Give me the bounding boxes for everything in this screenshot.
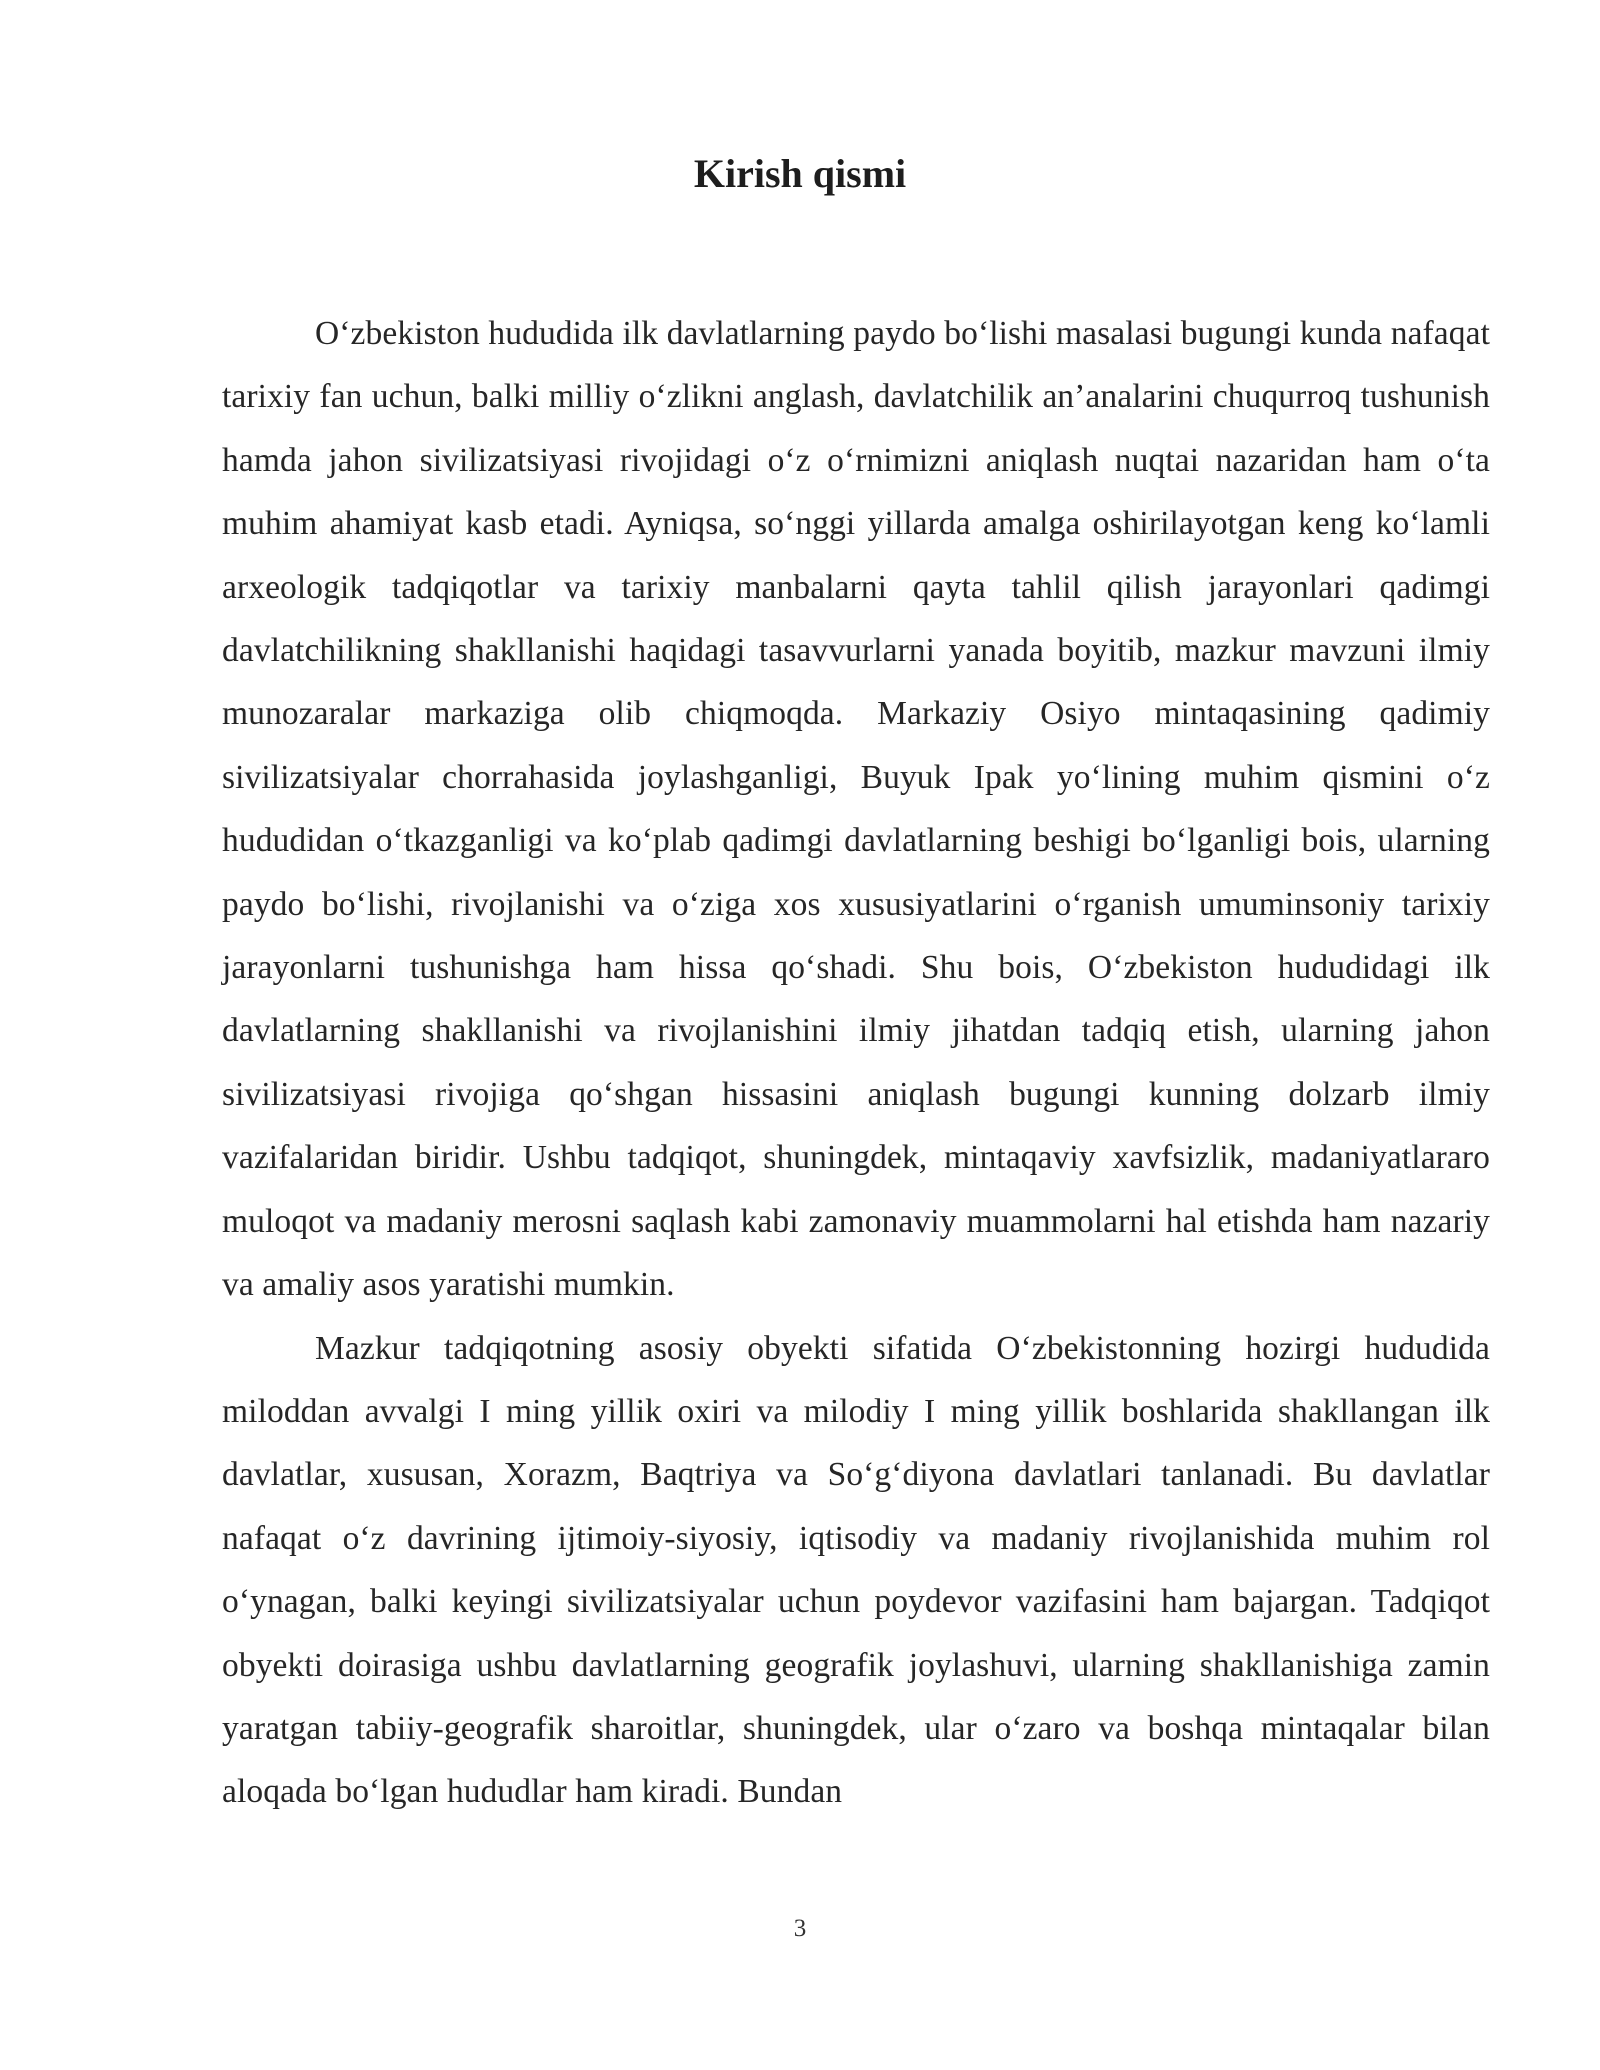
page-title: Kirish qismi bbox=[693, 151, 907, 196]
paragraph-1: O‘zbekiston hududida ilk davlatlarning paydo bo‘lishi masalasi bugungi kunda nafaqat tarixiy fan uchun, balki milliy o‘zlikni anglash, davlatchilik an’analarini chuqurroq tushunish hamda jahon sivilizatsiyasi rivojidagi o‘z o‘rnimizni aniqlash nuqtai nazaridan ham o‘ta muhim ahamiyat kasb etadi. Ayniqsa, so‘nggi yillarda amalga oshirilayotgan keng ko‘lamli arxeologik tadqiqotlar va tarixiy manbalarni qayta tahlil qilish jarayonlari qadimgi davlatchilikning shakllanishi haqidagi tasavvurlarni yanada boyitib, mazkur mavzuni ilmiy munozaralar markaziga olib chiqmoqda. Markaziy Osiyo mintaqasining qadimiy sivilizatsiyalar chorrahasida joylashganligi, Buyuk Ipak yo‘lining muhim qismini o‘z hududidan o‘tkazganligi va ko‘plab qadimgi davlatlarning beshigi bo‘lganligi bois, ularning paydo bo‘lishi, rivojlanishi va o‘ziga xos xususiyatlarini o‘rganish umuminsoniy tarixiy jarayonlarni tushunishga ham hissa qo‘shadi. Shu bois, O‘zbekiston hududidagi ilk davlatlarning shakllanishi va rivojlanishini ilmiy jihatdan tadqiq etish, ularning jahon sivilizatsiyasi rivojiga qo‘shgan hissasini aniqlash bugungi kunning dolzarb ilmiy vazifalaridan biridir. Ushbu tadqiqot, shuningdek, mintaqaviy xavfsizlik, madaniyatlararo muloqot va madaniy merosni saqlash kabi zamonaviy muammolarni hal etishda ham nazariy va amaliy asos yaratishi mumkin. bbox=[222, 315, 1490, 1304]
body-text bbox=[222, 302, 1490, 1824]
page-number: 3 bbox=[793, 1915, 807, 1942]
paragraph-2: Mazkur tadqiqotning asosiy obyekti sifatida O‘zbekistonning hozirgi hududida miloddan avvalgi I ming yillik oxiri va milodiy I ming yillik boshlarida shakllangan ilk davlatlar, xususan, Xorazm, Baqtriya va So‘g‘diyona davlatlari tanlanadi. Bu davlatlar nafaqat o‘z davrining ijtimoiy-siyosiy, iqtisodiy va madaniy rivojlanishida muhim rol o‘ynagan, balki keyingi sivilizatsiyalar uchun poydevor vazifasini ham bajargan. Tadqiqot obyekti doirasiga ushbu davlatlarning geografik joylashuvi, ularning shakllanishiga zamin yaratgan tabiiy-geografik sharoitlar, shuningdek, ular o‘zaro va boshqa mintaqalar bilan aloqada bo‘lgan hududlar ham kiradi. Bundan bbox=[222, 1329, 1490, 1811]
